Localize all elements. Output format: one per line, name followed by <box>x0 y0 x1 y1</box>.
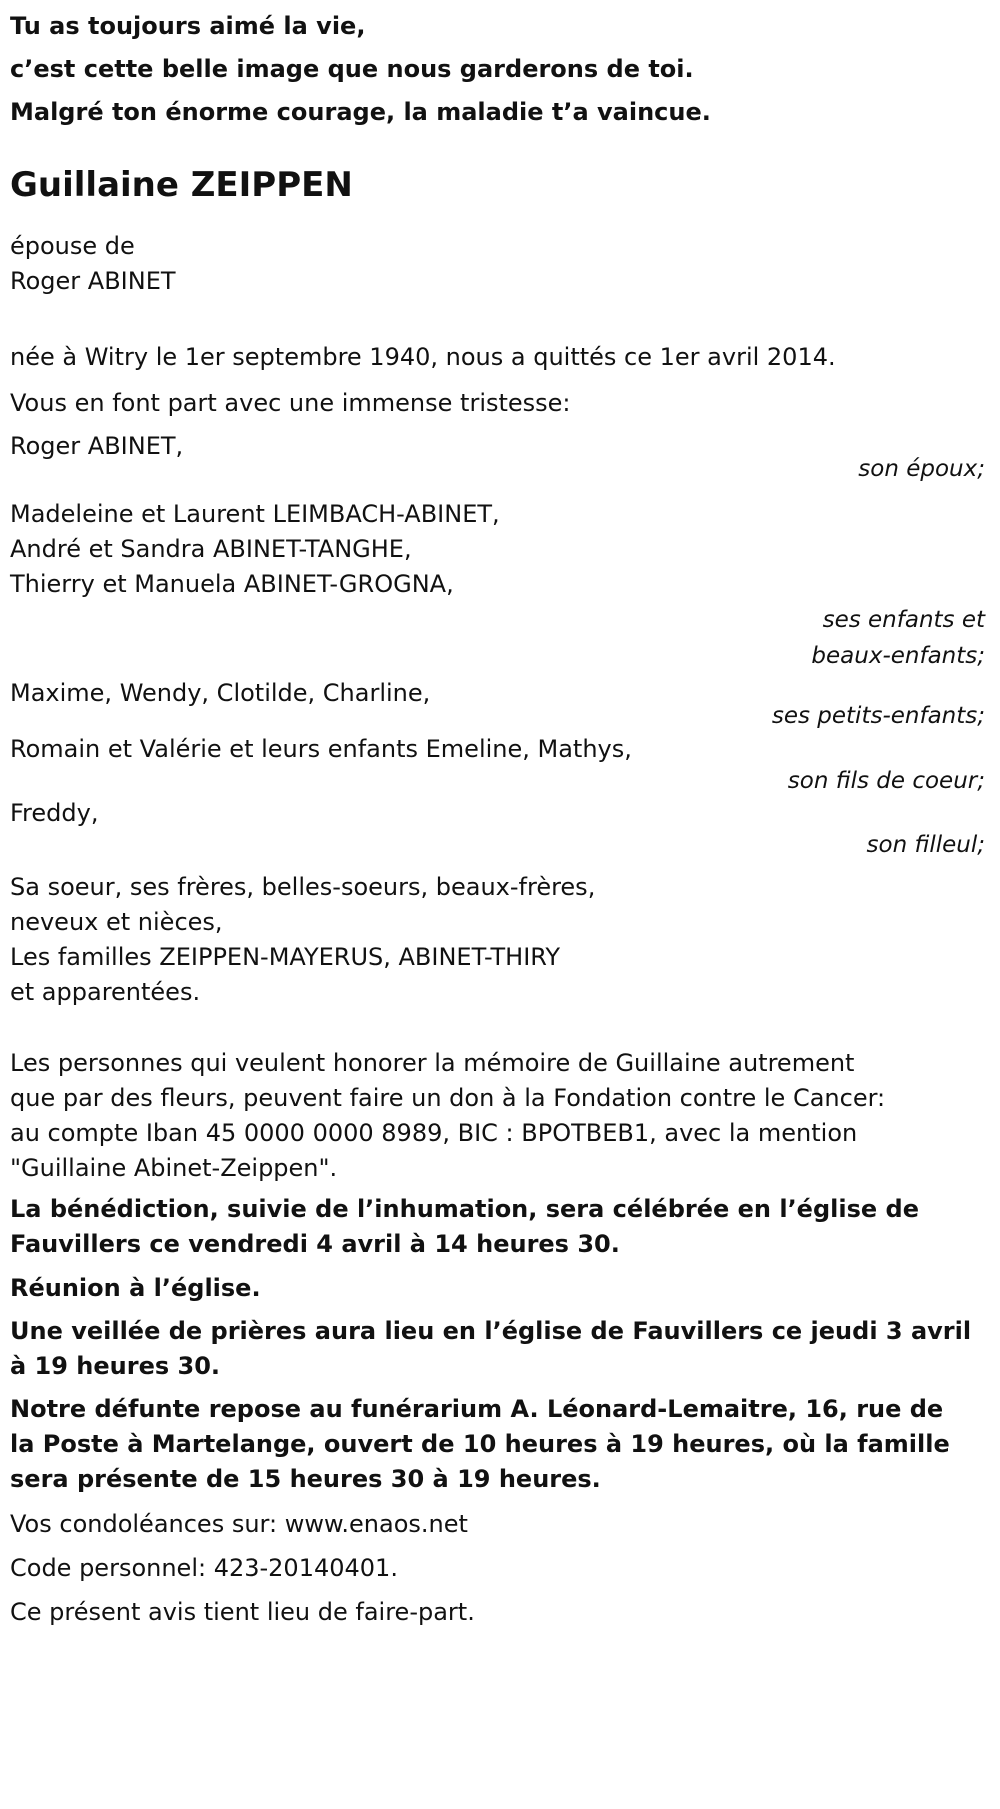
condolences-line: Vos condoléances sur: www.enaos.net <box>10 1510 468 1538</box>
others-line-3: Les familles ZEIPPEN-MAYERUS, ABINET-THIRY <box>10 943 561 971</box>
funeral-home-line-3: sera présente de 15 heures 30 à 19 heures. <box>10 1465 601 1493</box>
donation-line-2: que par des fleurs, peuvent faire un don à la Fondation contre le Cancer: <box>10 1084 886 1112</box>
grandchildren-names: Maxime, Wendy, Clotilde, Charline, <box>10 679 431 707</box>
meeting-line: Réunion à l’église. <box>10 1274 261 1302</box>
intro-line-1: Tu as toujours aimé la vie, <box>10 12 366 40</box>
family-children <box>10 497 990 674</box>
vigil-line-1: Une veillée de prières aura lieu en l’église de Fauvillers ce jeudi 3 avril <box>10 1317 972 1345</box>
donation-block <box>10 1046 990 1186</box>
husband-relation: son époux; <box>858 456 985 482</box>
children-relation-line-1: ses enfants et <box>822 607 985 633</box>
child-2: André et Sandra ABINET-TANGHE, <box>10 535 412 563</box>
family-godson <box>10 800 990 864</box>
child-1: Madeleine et Laurent LEIMBACH-ABINET, <box>10 500 500 528</box>
intro-line-3: Malgré ton énorme courage, la maladie t’a vaincue. <box>10 98 711 126</box>
benediction-block <box>10 1192 990 1262</box>
spouse-name: Roger ABINET <box>10 267 176 295</box>
funeral-home-line-2: la Poste à Martelange, ouvert de 10 heures à 19 heures, où la famille <box>10 1430 950 1458</box>
birth-death-line: née à Witry le 1er septembre 1940, nous a quittés ce 1er avril 2014. <box>10 343 836 371</box>
notice-line: Ce présent avis tient lieu de faire-part. <box>10 1598 475 1626</box>
godson-relation: son filleul; <box>866 832 985 858</box>
others-line-4: et apparentées. <box>10 978 201 1006</box>
funeral-home-line-1: Notre défunte repose au funérarium A. Léonard-Lemaitre, 16, rue de <box>10 1395 944 1423</box>
family-others <box>10 870 990 1010</box>
spouse-block <box>10 229 990 299</box>
heart-son-names: Romain et Valérie et leurs enfants Emeline, Mathys, <box>10 735 632 763</box>
personal-code-line: Code personnel: 423-20140401. <box>10 1554 398 1582</box>
husband-name: Roger ABINET, <box>10 432 184 460</box>
family-heart-son <box>10 736 990 800</box>
donation-line-1: Les personnes qui veulent honorer la mémoire de Guillaine autrement <box>10 1049 855 1077</box>
spouse-label: épouse de <box>10 232 135 260</box>
family-grandchildren <box>10 674 990 736</box>
vigil-block <box>10 1314 990 1384</box>
funeral-home-block <box>10 1392 990 1497</box>
announcement-line: Vous en font part avec une immense tristesse: <box>10 389 571 417</box>
benediction-line-1: La bénédiction, suivie de l’inhumation, sera célébrée en l’église de <box>10 1195 919 1223</box>
intro-line-2: c’est cette belle image que nous garderons de toi. <box>10 55 694 83</box>
donation-line-3: au compte Iban 45 0000 0000 8989, BIC : BPOTBEB1, avec la mention <box>10 1119 858 1147</box>
godson-name: Freddy, <box>10 799 99 827</box>
grandchildren-relation: ses petits-enfants; <box>771 703 985 729</box>
child-3: Thierry et Manuela ABINET-GROGNA, <box>10 570 454 598</box>
heart-son-relation: son fils de coeur; <box>787 768 985 794</box>
deceased-name: Guillaine ZEIPPEN <box>10 165 353 205</box>
donation-line-4: "Guillaine Abinet-Zeippen". <box>10 1154 338 1182</box>
vigil-line-2: à 19 heures 30. <box>10 1352 221 1380</box>
others-line-2: neveux et nièces, <box>10 908 223 936</box>
benediction-line-2: Fauvillers ce vendredi 4 avril à 14 heures 30. <box>10 1230 620 1258</box>
others-line-1: Sa soeur, ses frères, belles-soeurs, beaux-frères, <box>10 873 596 901</box>
intro-poem <box>10 0 990 134</box>
family-husband <box>10 423 990 489</box>
children-relation-line-2: beaux-enfants; <box>811 643 985 669</box>
